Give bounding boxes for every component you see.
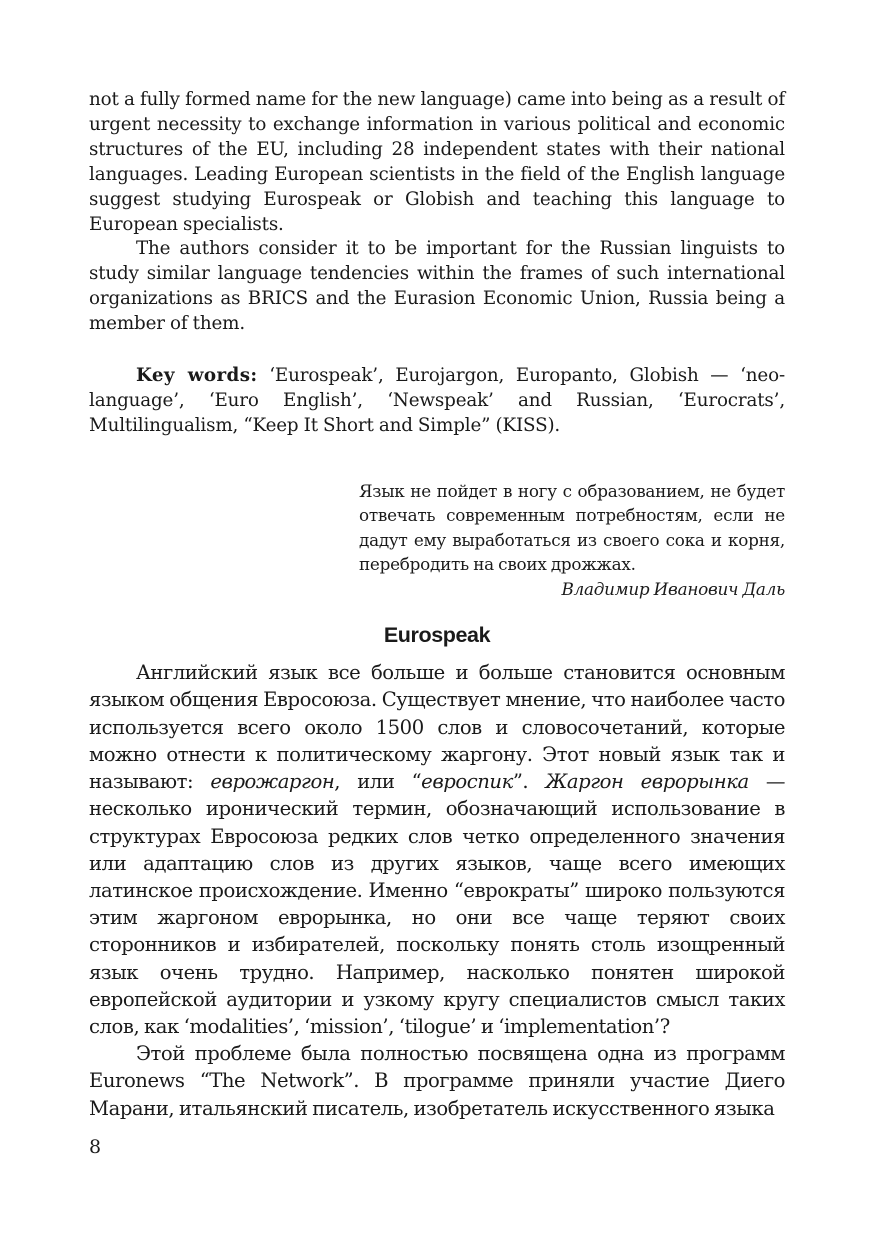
epigraph-author: Владимир Иванович Даль xyxy=(561,578,785,599)
keywords xyxy=(89,364,785,439)
section-paragraph-2: Этой проблеме была полностью посвящена одна из программ Euronews “The Network”. В программе приняли участие Диего Марани, итальянский писатель, изобретатель искусственного языка xyxy=(89,1042,785,1120)
abstract-paragraph-1: not a fully formed name for the new language) came into being as a result of urgent necessity to exchange information in various political and economic structures of the EU, including 28 independent states with their national languages. Leading European scientists in the field of the English language suggest studying Eurospeak or Globish and teaching this language to European specialists. xyxy=(89,89,785,235)
page-body xyxy=(89,88,785,1122)
keywords-label: Key words: xyxy=(136,365,258,387)
page-number: 8 xyxy=(89,1136,102,1158)
epigraph xyxy=(359,479,785,602)
section-title: Eurospeak xyxy=(383,623,491,648)
p1-text-c: , или “ xyxy=(334,770,422,794)
abstract xyxy=(89,88,785,337)
p1-term-euromarket-jargon: Жаргон еврорынка xyxy=(545,770,749,794)
p1-text-g: — несколько иронический термин, обозначающий использование в структурах Евросоюза редких слов четко определенного значения или адаптацию слов из других языков, чаще всего имеющих латинское происхождение. Именно “еврократы” широко пользуются этим жаргоном еврорынка, но они все чаще теряют своих сторонников и избирателей, поскольку понять столь изощренный язык очень трудно. Например, насколько понятен широкой европейской аудитории и узкому кругу специалистов смысл таких слов, как ‘modalities’, ‘mission’, ‘tilogue’ и ‘implementation’? xyxy=(89,770,785,1038)
p1-term-eurojargon: еврожаргон xyxy=(210,770,335,794)
abstract-paragraph-2: The authors consider it to be important for the Russian linguists to study similar language tendencies within the frames of such international organizations as BRICS and the Eurasion Economic Union, Russia being a member of them. xyxy=(89,238,785,335)
section-paragraph-1 xyxy=(89,659,785,1040)
p1-text-e: ”. xyxy=(512,770,546,794)
p1-text-a: Английский язык все больше и больше становится основным языком общения Евросоюза. Существует мнение, что наиболее часто используется всего около 1500 слов и словосочетаний, которые можно отнести к политическому жаргону. Этот новый язык так и называют: xyxy=(89,661,785,794)
section-body xyxy=(89,659,785,1121)
keywords-text: ‘Eurospeak’, Eurojargon, Europanto, Globish — ‘neo-language’, ‘Euro English’, ‘Newspeak’ and Russian, ‘Eurocrats’, Multilingualism, “Keep It Short and Simple” (KISS). xyxy=(89,365,785,436)
epigraph-text: Язык не пойдет в ногу с образованием, не будет отвечать современным потребностям, если не дадут ему выработаться из своего сока и корня, перебродить на своих дрожжах. xyxy=(359,480,785,575)
p1-term-eurospeak: евроспик xyxy=(421,770,513,794)
